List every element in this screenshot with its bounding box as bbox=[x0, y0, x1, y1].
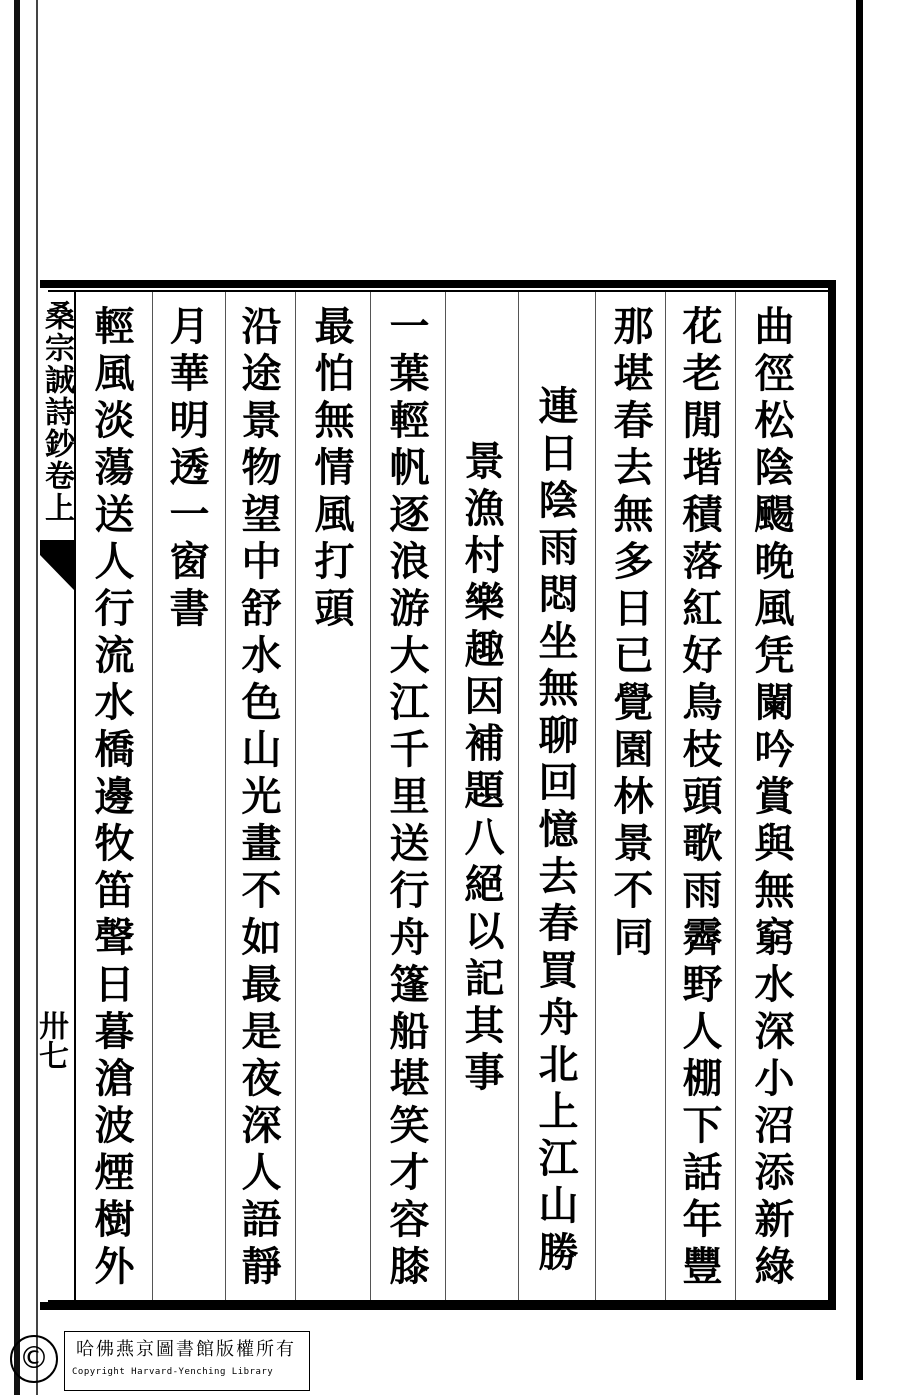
column-rule bbox=[735, 292, 736, 1300]
column-rule bbox=[445, 292, 446, 1300]
spine-rule bbox=[74, 290, 76, 1302]
text-column: 月華明透一窗書 bbox=[163, 305, 210, 634]
text-column: 輕風淡蕩送人行流水橋邊牧笛聲日暮滄波煙樹外 bbox=[88, 305, 135, 1292]
column-rule bbox=[595, 292, 596, 1300]
column-rule bbox=[152, 292, 153, 1300]
page-edge-left bbox=[14, 0, 20, 1395]
copyright-icon: © bbox=[10, 1335, 58, 1383]
text-column: 花老閒堦積落紅好鳥枝頭歌雨霽野人棚下話年豐 bbox=[676, 305, 723, 1292]
column-rule bbox=[225, 292, 226, 1300]
text-column: 連日陰雨悶坐無聊回憶去春買舟北上江山勝 bbox=[532, 385, 579, 1278]
watermark-english: Copyright Harvard-Yenching Library bbox=[72, 1367, 274, 1377]
copyright-watermark bbox=[0, 1325, 310, 1395]
text-column: 沿途景物望中舒水色山光畫不如最是夜深人語靜 bbox=[235, 305, 282, 1292]
column-rule bbox=[518, 292, 519, 1300]
text-column: 景漁村樂趣因補題八絕以記其事 bbox=[458, 440, 505, 1098]
watermark-chinese: 哈佛燕京圖書館版權所有 bbox=[76, 1339, 296, 1360]
text-column: 那堪春去無多日已覺園林景不同 bbox=[607, 305, 654, 963]
column-rule bbox=[665, 292, 666, 1300]
leaf-number: 卅七 bbox=[33, 1010, 68, 1070]
page-edge-right bbox=[856, 0, 863, 1380]
text-column: 曲徑松陰颺晚風凭闌吟賞與無窮水深小沼添新綠 bbox=[748, 305, 795, 1292]
spine-title: 桑宗誠詩鈔卷上 bbox=[39, 300, 74, 524]
text-column: 一葉輕帆逐浪游大江千里送行舟篷船堪笑才容膝 bbox=[383, 305, 430, 1292]
column-rule bbox=[295, 292, 296, 1300]
text-column: 最怕無情風打頭 bbox=[308, 305, 355, 634]
page-edge-left-inner bbox=[36, 0, 38, 1395]
column-rule bbox=[370, 292, 371, 1300]
